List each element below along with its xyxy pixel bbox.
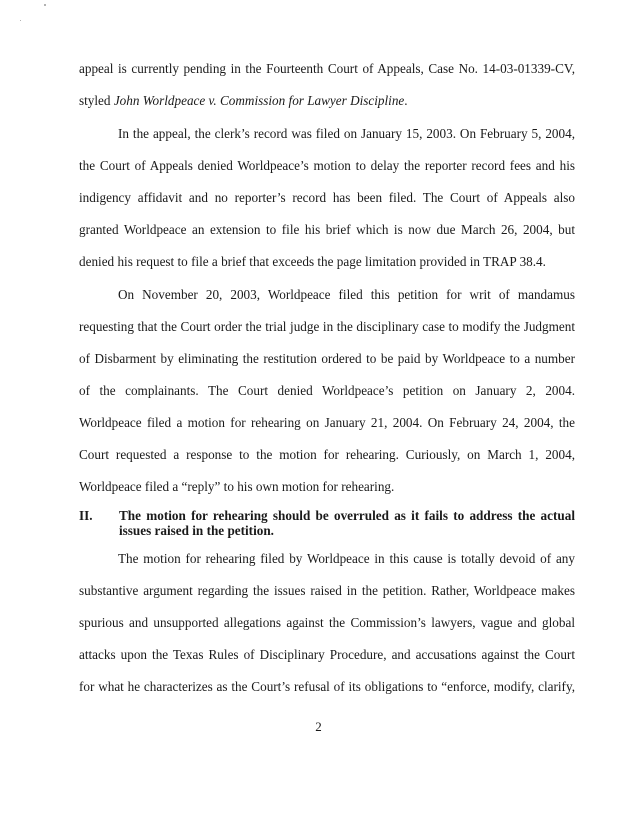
body-line: requesting that the Court order the trial judge in the disciplinary case to modify the Judgment [79,319,575,334]
section-number: II. [79,508,93,523]
body-line: of the complainants. The Court denied Worldpeace’s petition on January 2, 2004. [79,383,575,398]
body-line: Worldpeace filed a motion for rehearing on January 21, 2004. On February 24, 2004, the [79,415,575,430]
body-line: the Court of Appeals denied Worldpeace’s motion to delay the reporter record fees and his [79,158,575,173]
body-line: The motion for rehearing filed by Worldpeace in this cause is totally devoid of any [118,551,575,566]
body-line: On November 20, 2003, Worldpeace filed this petition for writ of mandamus [118,287,575,302]
body-line: appeal is currently pending in the Fourteenth Court of Appeals, Case No. 14-03-01339-CV, [79,61,575,76]
page-number: 2 [315,719,322,734]
body-line: styled John Worldpeace v. Commission for Lawyer Discipline. [79,93,408,108]
body-line: granted Worldpeace an extension to file his brief which is now due March 26, 2004, but [79,222,575,237]
body-line: In the appeal, the clerk’s record was filed on January 15, 2003. On February 5, 2004, [118,126,575,141]
section-heading-line: issues raised in the petition. [119,523,274,538]
body-line: of Disbarment by eliminating the restitution ordered to be paid by Worldpeace to a number [79,351,575,366]
body-line: Worldpeace filed a “reply” to his own motion for rehearing. [79,479,395,494]
body-line: denied his request to file a brief that exceeds the page limitation provided in TRAP 38.4. [79,254,546,269]
body-line: Court requested a response to the motion for rehearing. Curiously, on March 1, 2004, [79,447,575,462]
body-line: attacks upon the Texas Rules of Disciplinary Procedure, and accusations against the Court [79,647,575,662]
body-line: for what he characterizes as the Court’s refusal of its obligations to “enforce, modify, clarify, [79,679,575,694]
section-heading-line: The motion for rehearing should be overruled as it fails to address the actual [119,508,575,523]
body-line: spurious and unsupported allegations against the Commission’s lawyers, vague and global [79,615,575,630]
case-style: John Worldpeace v. Commission for Lawyer Discipline [113,93,405,108]
scan-speck [44,4,46,6]
scan-speck [20,20,21,21]
body-line: substantive argument regarding the issues raised in the petition. Rather, Worldpeace makes [79,583,575,598]
body-line: indigency affidavit and no reporter’s record has been filed. The Court of Appeals also [79,190,575,205]
